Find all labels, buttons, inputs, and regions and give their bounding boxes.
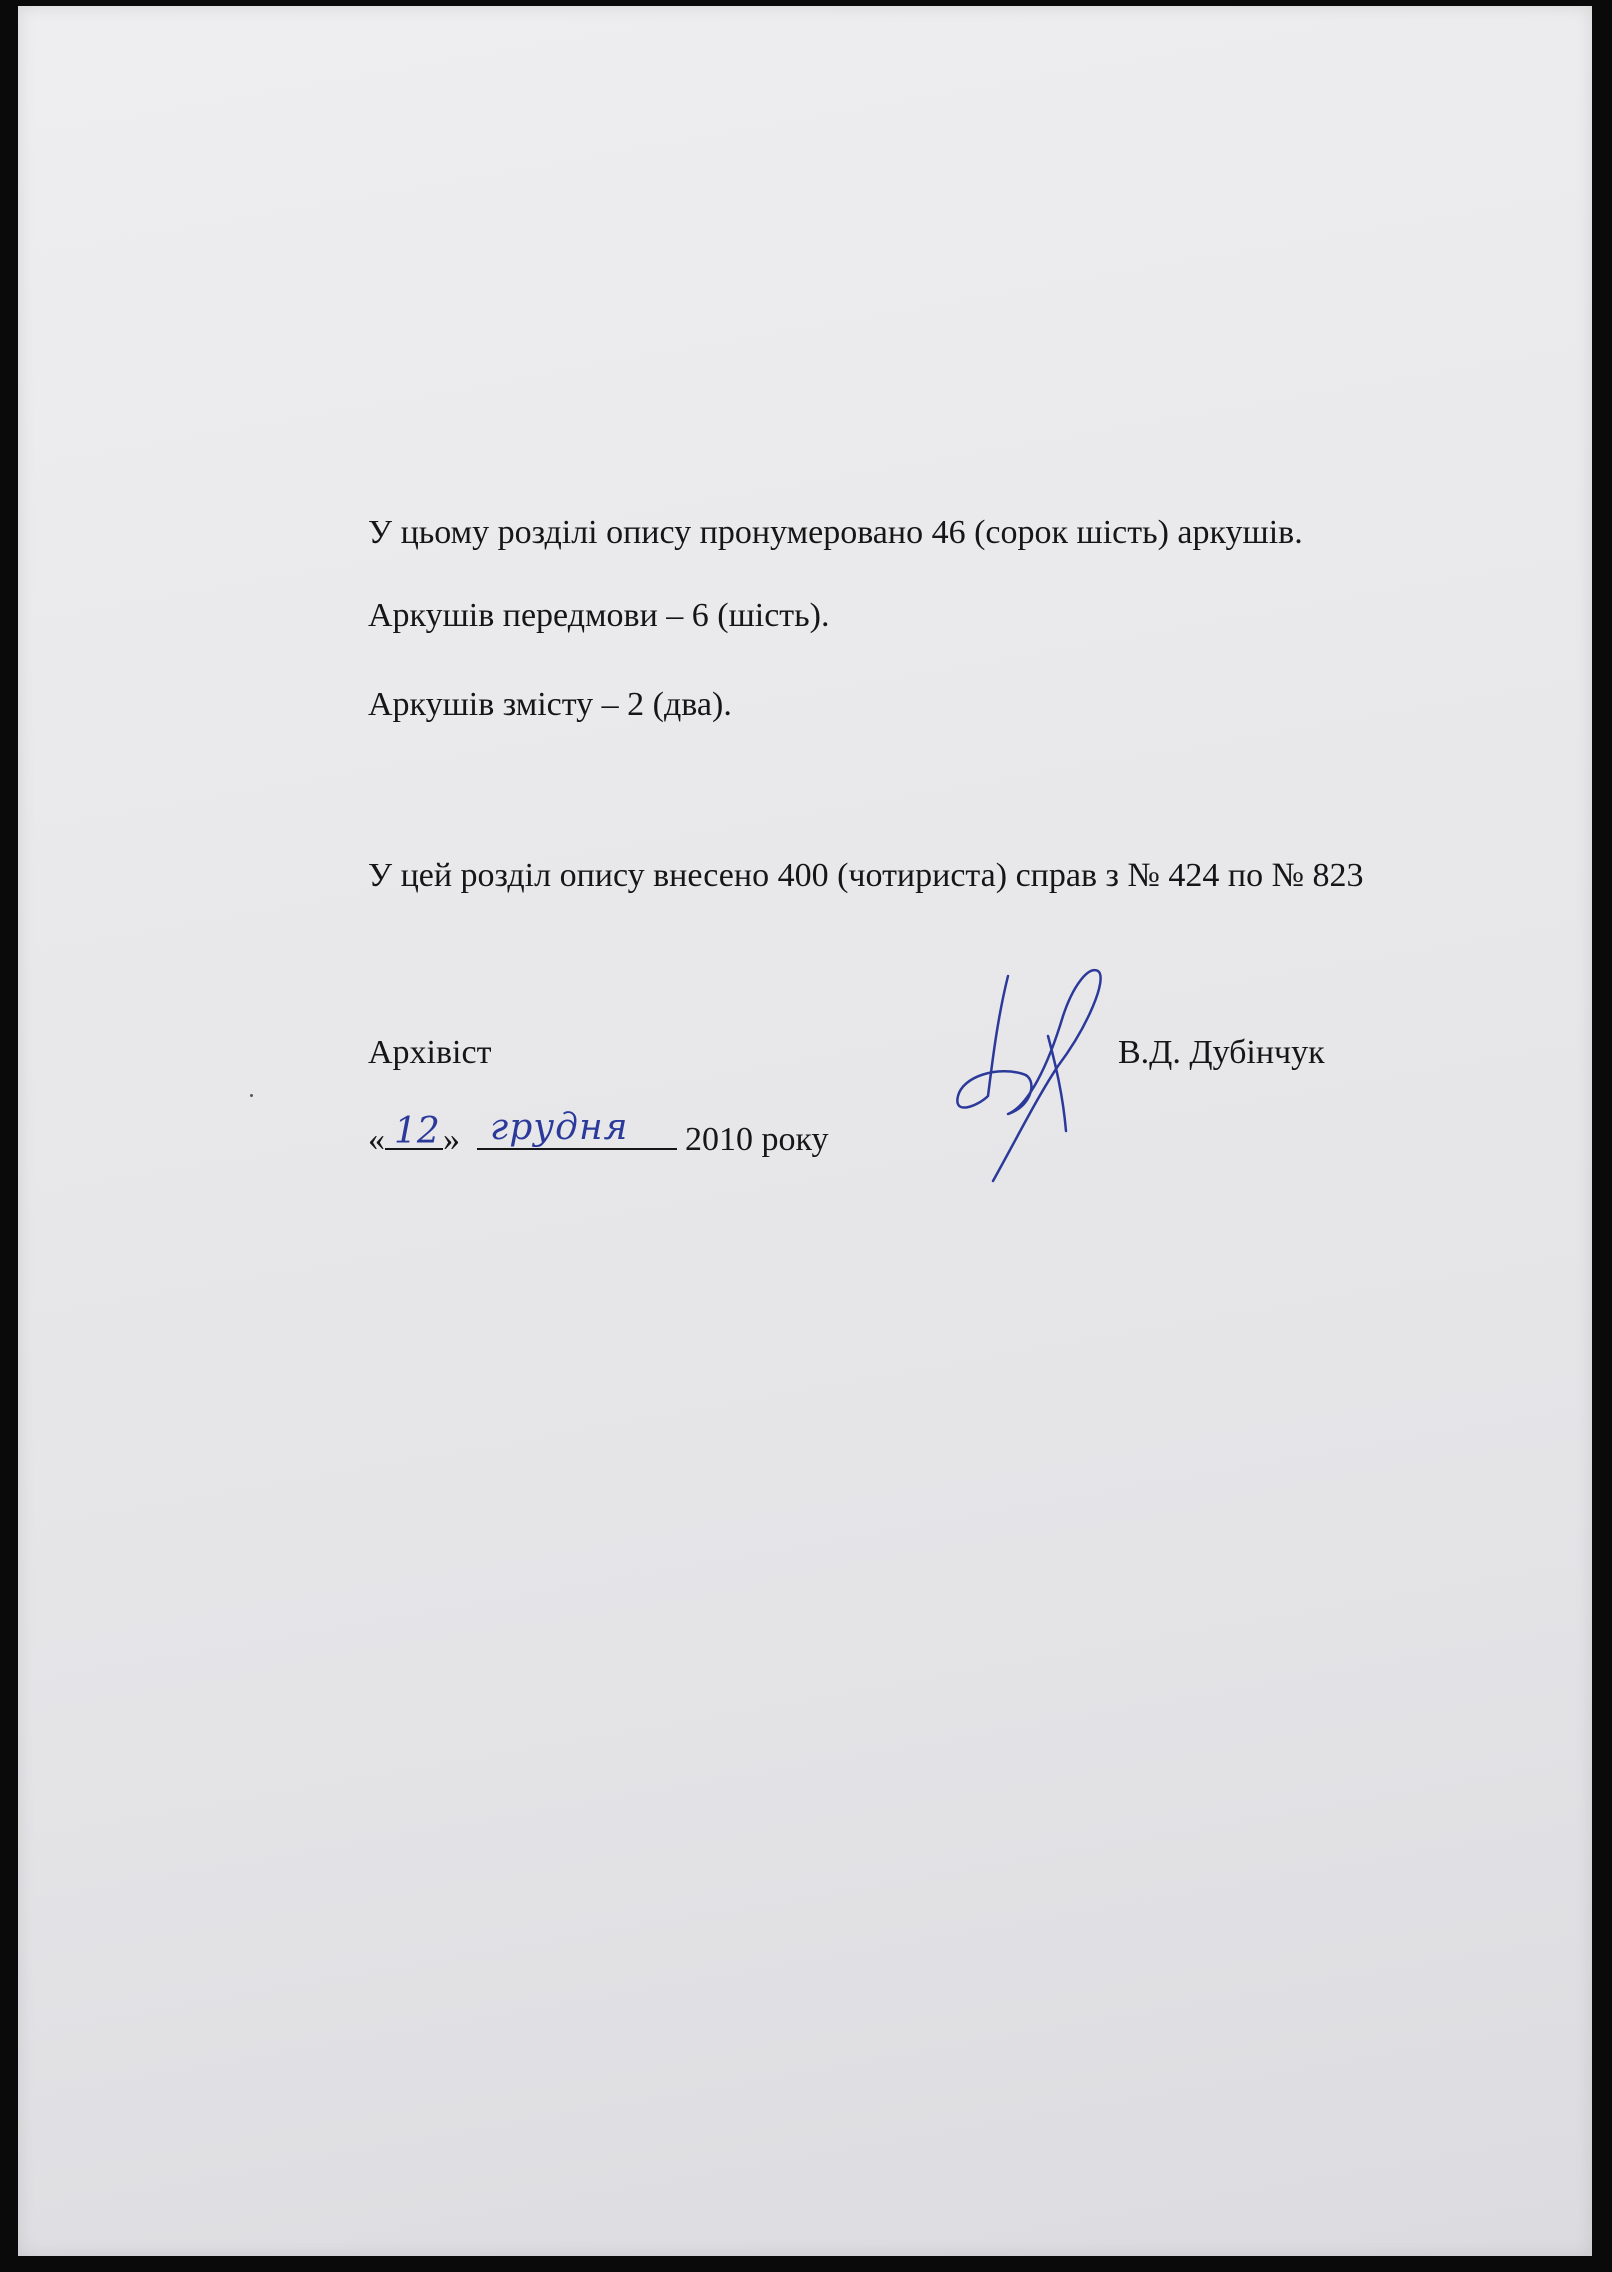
preface-pages-line: Аркушів передмови – 6 (шість). bbox=[368, 597, 830, 634]
contents-pages-line: Аркушів змісту – 2 (два). bbox=[368, 686, 732, 723]
date-close-quote: » bbox=[443, 1121, 460, 1158]
handwritten-day: 12 bbox=[394, 1111, 440, 1152]
date-year: 2010 року bbox=[685, 1121, 829, 1158]
document-page bbox=[18, 6, 1592, 2256]
pages-count-line: У цьому розділі опису пронумеровано 46 (сорок шість) аркушів. bbox=[368, 514, 1303, 551]
signature-stroke bbox=[957, 970, 1100, 1181]
date-open-quote: « bbox=[368, 1121, 385, 1158]
cases-range-line: У цей розділ опису внесено 400 (чотириста) справ з № 424 по № 823 bbox=[368, 857, 1364, 894]
signature-image bbox=[938, 956, 1138, 1186]
paper-speck bbox=[250, 1094, 253, 1097]
signatory-name: В.Д. Дубінчук bbox=[1118, 1034, 1325, 1071]
position-title: Архівіст bbox=[368, 1034, 492, 1071]
handwritten-month: грудня bbox=[490, 1107, 629, 1148]
